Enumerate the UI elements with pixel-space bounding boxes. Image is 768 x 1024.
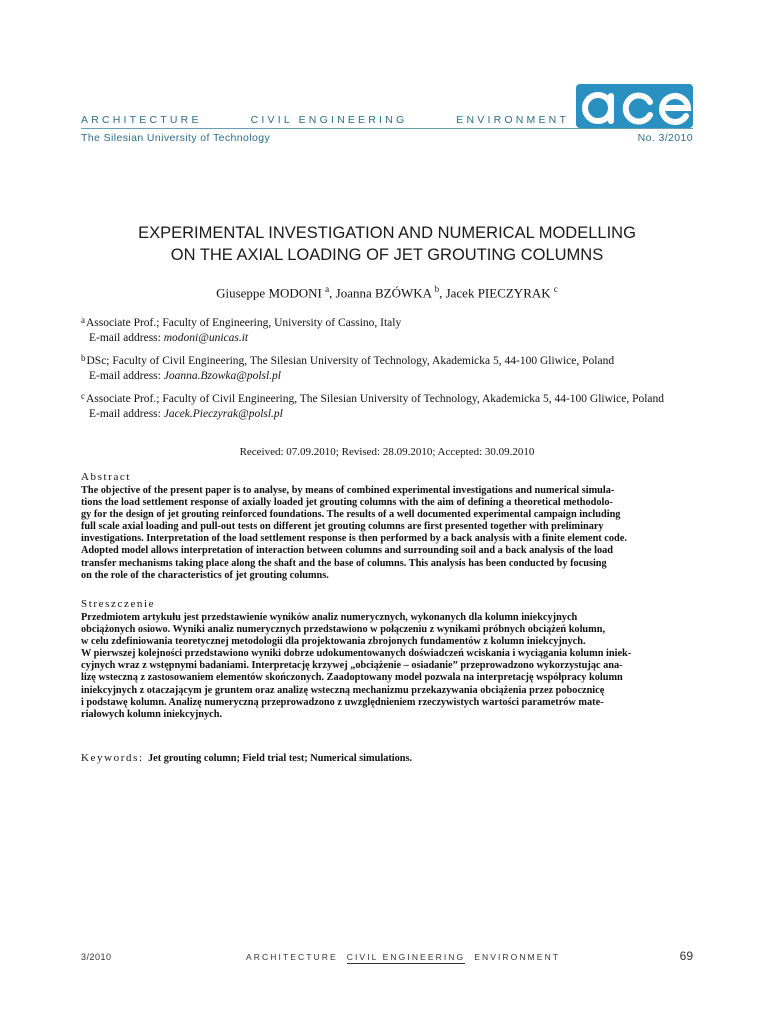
paper-title: [81, 222, 693, 266]
streszczenie-heading: Streszczenie: [81, 598, 156, 610]
author-name: Joanna BZÓWKA: [335, 285, 432, 301]
streszczenie-line: lizę wsteczną z zastosowaniem elementów skończonych. Zaadoptowany model pozwala na interpretację współpracy kolumn: [81, 672, 623, 684]
streszczenie-line: i podstawę kolumn. Analizę numeryczną przeprowadzono z uwzględnieniem rzeczywistych wartości parametrów mate-: [81, 696, 604, 708]
logo-text: ace: [576, 84, 578, 85]
author-affil-mark: c: [553, 284, 558, 294]
abstract-line: investigations. Interpretation of the load settlement response is then performed by a back analysis with a finite element code.: [81, 533, 627, 545]
author-name: Giuseppe MODONI: [216, 285, 322, 301]
journal-part-architecture: ARCHITECTURE: [81, 114, 202, 126]
journal-part-environment: ENVIRONMENT: [456, 114, 570, 126]
affiliation-b: [81, 351, 701, 384]
email-address[interactable]: Jacek.Pieczyrak@polsl.pl: [163, 408, 283, 420]
author-list: Giuseppe MODONI $^a$, Joanna BZÓWKA $^b$, Jacek PIECZYRAK $^c$: [216, 284, 558, 301]
affil-text: Associate Prof.; Faculty of Civil Engineering, The Silesian University of Technology, Akademicka 5, 44-100 Gliwice, Poland: [86, 393, 665, 405]
email-address[interactable]: modoni@unicas.it: [163, 332, 249, 344]
email-label: E-mail address:: [89, 408, 164, 420]
footer-issue: 3/2010: [81, 952, 112, 962]
abstract-line: The objective of the present paper is to analyse, by means of combined experimental investigations and numerical simula-: [81, 485, 615, 496]
email-label: E-mail address:: [89, 332, 164, 344]
streszczenie-line: W pierwszej kolejności przedstawiono wyniki dobrze udokumentowanych doświadczeń wciskania i wyciągania kolumn iniek-: [81, 648, 632, 660]
paper-title-line-2: ON THE AXIAL LOADING OF JET GROUTING COLUMNS: [170, 246, 604, 264]
abstract-line: transfer mechanisms taking place along the shaft and the base of columns. This analysis has been conducted by focusing: [81, 557, 607, 569]
affil-mark: a: [81, 315, 85, 325]
streszczenie-line: cyjnych wraz z wstępnymi badaniami. Interpretację krzywej „obciążenie – osiadanie” przeprowadzono wykorzystując ana-: [81, 660, 623, 672]
abstract-body: [81, 485, 693, 582]
affil-text: DSc; Faculty of Civil Engineering, The Silesian University of Technology, Akademicka 5, 44-100 Gliwice, Poland: [86, 355, 615, 367]
email-label: E-mail address:: [89, 370, 164, 382]
paper-title-line-1: EXPERIMENTAL INVESTIGATION AND NUMERICAL MODELLING: [138, 224, 636, 242]
streszczenie-body: [81, 612, 693, 721]
streszczenie-line: iniekcyjnych z otaczającym je gruntem oraz analizę wsteczną mechanizmu przekazywania obciążenia przez pobocznicę: [81, 684, 605, 696]
abstract-line: on the role of the characteristics of jet grouting columns.: [81, 569, 329, 581]
abstract-heading: Abstract: [81, 471, 132, 483]
keywords: [81, 752, 412, 764]
abstract-line: gy for the design of jet grouting reinforced foundations. The results of a well documented experimental campaign including: [81, 509, 621, 521]
journal-title-header: [81, 114, 569, 126]
keywords-value: Jet grouting column; Field trial test; Numerical simulations.: [148, 753, 413, 764]
streszczenie-line: Przedmiotem artykułu jest przedstawienie wyników analiz numerycznych, wykonanych dla kolumn iniekcyjnych: [81, 612, 578, 623]
author-name: Jacek PIECZYRAK: [445, 285, 551, 301]
footer-journal-title: ARCHITECTURE CIVIL ENGINEERING ENVIRONMENT: [246, 952, 561, 962]
author-affil-mark: a: [325, 284, 330, 294]
abstract-line: full scale axial loading and pull-out tests on different jet grouting columns are first presented together with preliminary: [81, 521, 604, 533]
affiliation-c: [81, 389, 701, 422]
abstract-line: tions the load settlement response of axially loaded jet grouting columns with the aim of defining a theoretical methodolo-: [81, 497, 613, 509]
header-rule: [81, 128, 693, 129]
keywords-label: Keywords:: [81, 752, 149, 764]
streszczenie-line: obciążonych osiowo. Wyniki analiz numerycznych przedstawiono w połączeniu z wynikami próbnych obciążeń kolumn,: [81, 624, 606, 636]
abstract-line: Adopted model allows interpretation of interaction between columns and surrounding soil and a back analysis of the load: [81, 545, 613, 557]
ace-logo: [576, 84, 693, 128]
author-affil-mark: b: [434, 284, 440, 294]
page-number: 69: [679, 949, 693, 963]
email-address[interactable]: Joanna.Bzowka@polsl.pl: [163, 370, 282, 382]
streszczenie-line: riałowych kolumn iniekcyjnych.: [81, 708, 223, 720]
received-dates: Received: 07.09.2010; Revised: 28.09.2010; Accepted: 30.09.2010: [239, 446, 535, 458]
issue-number: No. 3/2010: [637, 132, 693, 144]
affil-mark: b: [81, 353, 86, 363]
university-name: The Silesian University of Technology: [81, 132, 271, 144]
streszczenie-line: w celu zdefiniowania teoretycznej metodologii dla projektowania zbrojonych fundamentów z kolumn iniekcyjnych.: [81, 636, 586, 648]
affil-mark: c: [81, 391, 85, 401]
journal-part-civil-engineering: CIVIL ENGINEERING: [250, 114, 408, 126]
affil-text: Associate Prof.; Faculty of Engineering, University of Cassino, Italy: [86, 317, 402, 329]
affiliation-a: [81, 313, 701, 346]
